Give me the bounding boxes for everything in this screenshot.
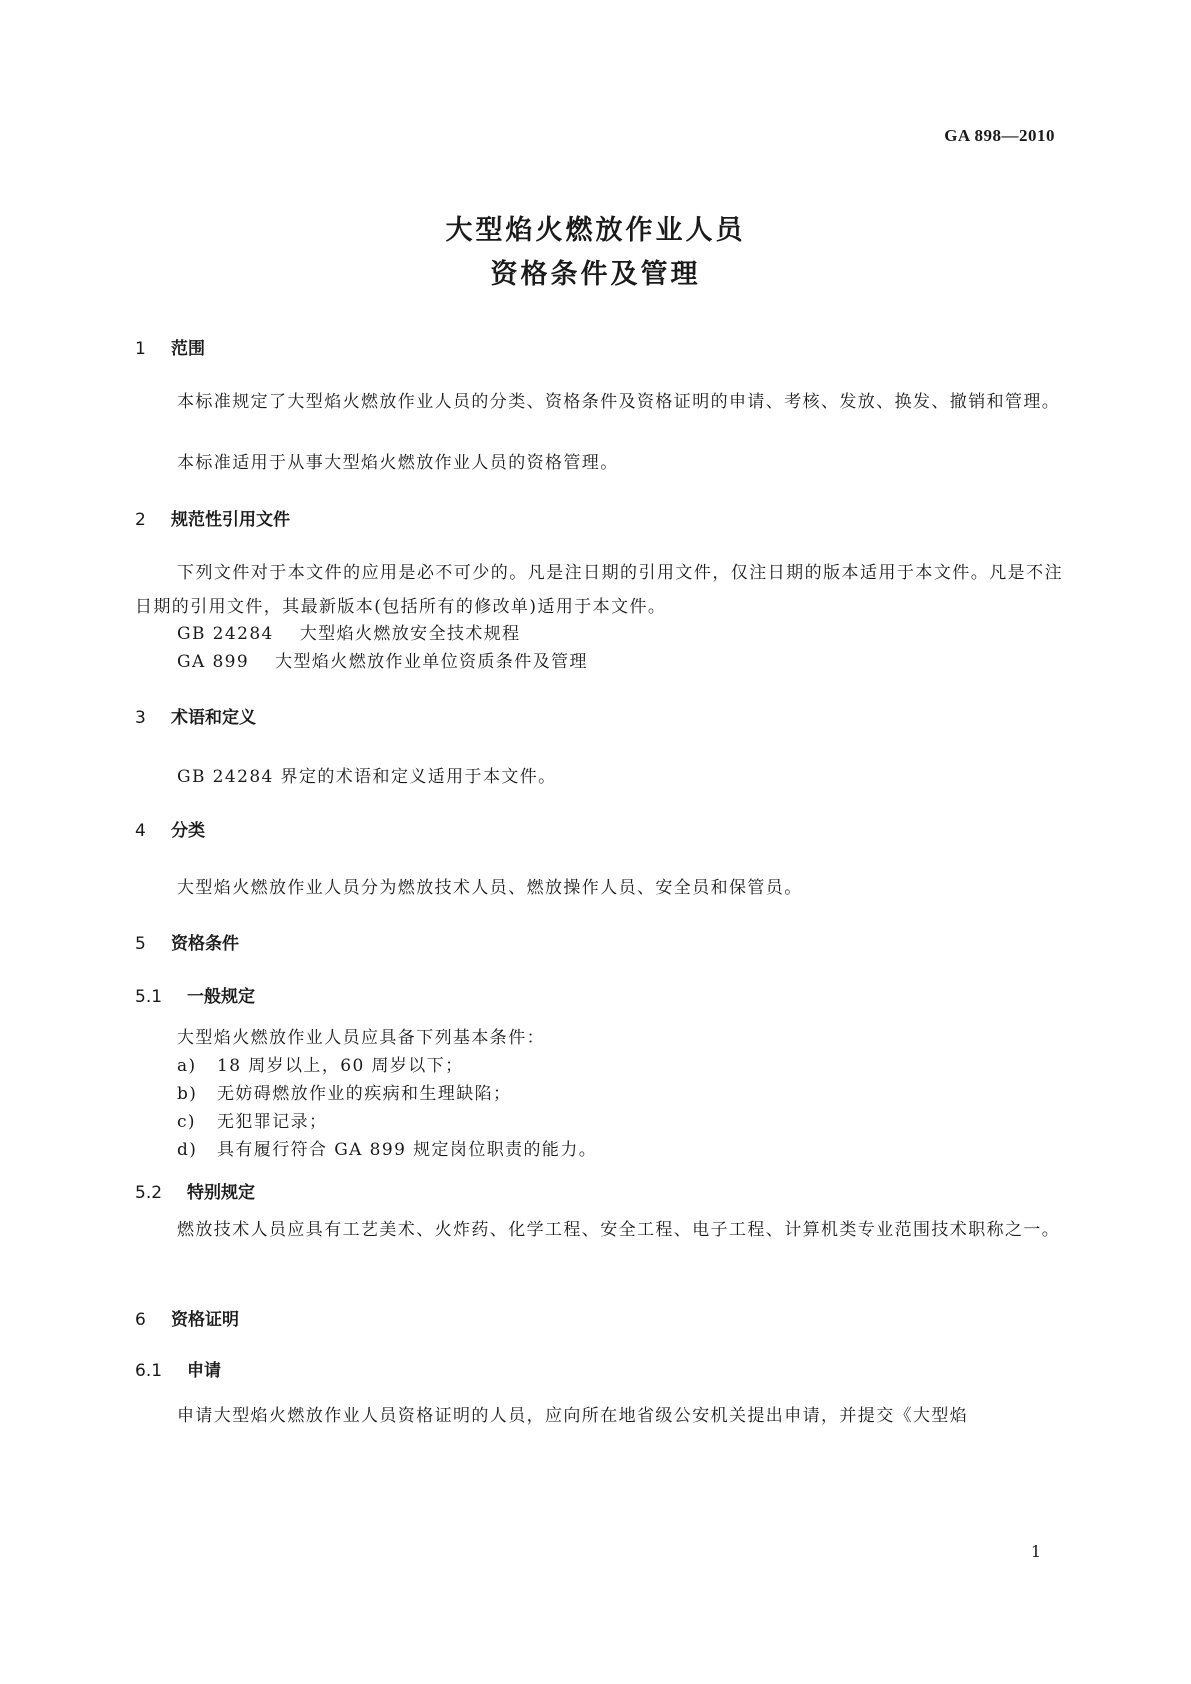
section-2-paragraph-1: 下列文件对于本文件的应用是必不可少的。凡是注日期的引用文件，仅注日期的版本适用于本文件。凡是不注日期的引用文件，其最新版本(包括所有的修改单)适用于本文件。 bbox=[135, 563, 1063, 617]
section-title: 资格证明 bbox=[171, 1310, 239, 1330]
section-6-1-paragraph-1: 申请大型焰火燃放作业人员资格证明的人员，应向所在地省级公安机关提出申请，并提交《大型焰 bbox=[177, 1406, 969, 1426]
section-number: 5 bbox=[135, 934, 146, 954]
list-item-label: d) bbox=[177, 1140, 198, 1160]
section-number: 5.1 bbox=[135, 987, 163, 1007]
list-item-label: c) bbox=[177, 1112, 196, 1132]
section-number: 3 bbox=[135, 708, 146, 728]
section-3-heading bbox=[135, 703, 256, 728]
normative-reference bbox=[177, 647, 588, 672]
list-item-text: 具有履行符合 GA 899 规定岗位职责的能力。 bbox=[217, 1140, 598, 1160]
document-title-line2: 资格条件及管理 bbox=[490, 259, 701, 290]
section-title: 申请 bbox=[187, 1361, 221, 1381]
standard-code: GA 898—2010 bbox=[944, 126, 1055, 145]
reference-title: 大型焰火燃放安全技术规程 bbox=[299, 624, 521, 644]
section-title: 分类 bbox=[171, 821, 205, 841]
section-5-1-heading bbox=[135, 982, 255, 1007]
section-3-paragraph-1: GB 24284 界定的术语和定义适用于本文件。 bbox=[177, 767, 557, 787]
list-item bbox=[177, 1135, 597, 1160]
reference-title: 大型焰火燃放作业单位资质条件及管理 bbox=[275, 652, 588, 672]
section-title: 特别规定 bbox=[187, 1183, 255, 1203]
section-title: 资格条件 bbox=[171, 934, 239, 954]
list-item bbox=[177, 1051, 463, 1076]
normative-reference bbox=[177, 619, 521, 644]
section-5-1-intro: 大型焰火燃放作业人员应具备下列基本条件： bbox=[177, 1028, 545, 1048]
page-number: 1 bbox=[1030, 1542, 1041, 1561]
section-title: 一般规定 bbox=[187, 987, 255, 1007]
section-6-1-heading bbox=[135, 1356, 221, 1381]
section-number: 6.1 bbox=[135, 1361, 163, 1381]
section-2-heading bbox=[135, 505, 290, 530]
list-item-text: 无妨碍燃放作业的疾病和生理缺陷； bbox=[217, 1084, 512, 1104]
section-1-paragraph-2: 本标准适用于从事大型焰火燃放作业人员的资格管理。 bbox=[177, 453, 619, 473]
section-number: 1 bbox=[135, 339, 146, 359]
section-title: 范围 bbox=[171, 339, 205, 359]
list-item-text: 无犯罪记录； bbox=[217, 1112, 328, 1132]
reference-code: GA 899 bbox=[177, 652, 250, 672]
section-1-paragraph-1: 本标准规定了大型焰火燃放作业人员的分类、资格条件及资格证明的申请、考核、发放、换发、撤销和管理。 bbox=[177, 392, 1061, 412]
section-5-2-heading bbox=[135, 1178, 255, 1203]
section-title: 术语和定义 bbox=[171, 708, 256, 728]
section-1-heading bbox=[135, 334, 205, 359]
section-4-paragraph-1: 大型焰火燃放作业人员分为燃放技术人员、燃放操作人员、安全员和保管员。 bbox=[177, 878, 803, 898]
list-item bbox=[177, 1079, 511, 1104]
section-6-heading bbox=[135, 1305, 239, 1330]
list-item-text: 18 周岁以上，60 周岁以下； bbox=[217, 1056, 464, 1076]
list-item-label: a) bbox=[177, 1056, 197, 1076]
section-title: 规范性引用文件 bbox=[171, 510, 290, 530]
section-5-2-paragraph-1: 燃放技术人员应具有工艺美术、火炸药、化学工程、安全工程、电子工程、计算机类专业范围技术职称之一。 bbox=[177, 1220, 1061, 1240]
section-number: 2 bbox=[135, 510, 146, 530]
list-item bbox=[177, 1107, 327, 1132]
section-5-heading bbox=[135, 929, 239, 954]
section-4-heading bbox=[135, 816, 205, 841]
list-item-label: b) bbox=[177, 1084, 198, 1104]
section-number: 5.2 bbox=[135, 1183, 163, 1203]
reference-code: GB 24284 bbox=[177, 624, 274, 644]
section-number: 6 bbox=[135, 1310, 146, 1330]
document-title-line1: 大型焰火燃放作业人员 bbox=[445, 215, 746, 246]
section-number: 4 bbox=[135, 821, 146, 841]
